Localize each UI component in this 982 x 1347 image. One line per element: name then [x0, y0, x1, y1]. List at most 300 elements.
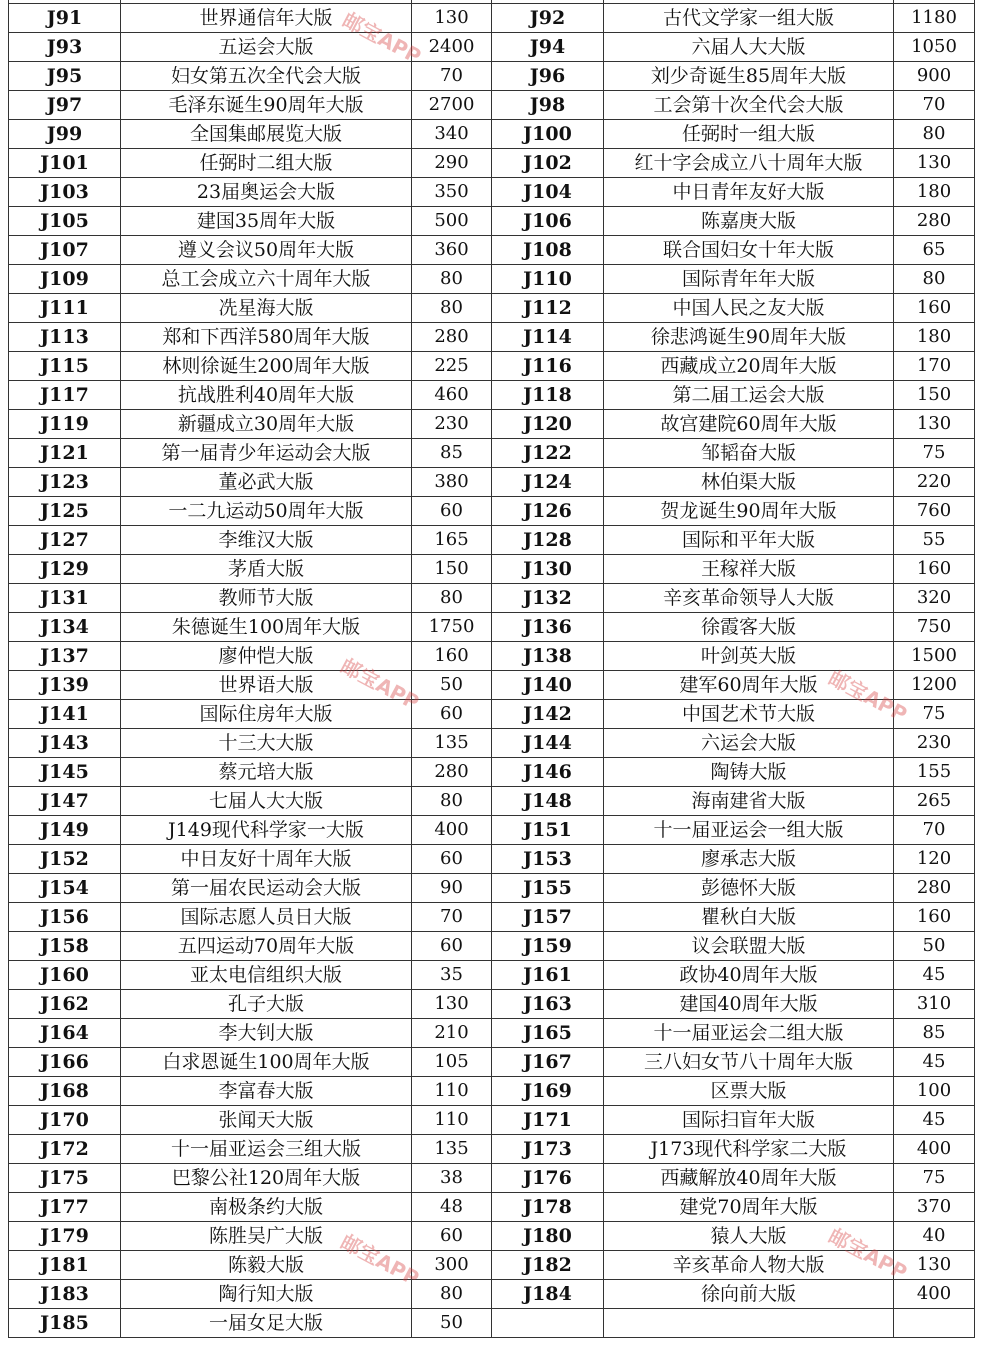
stamp-name-cell: 教师节大版 [121, 584, 412, 613]
table-row [9, 642, 975, 671]
stamp-code-cell: J140 [492, 671, 604, 700]
stamp-name-cell: 王稼祥大版 [604, 555, 894, 584]
stamp-code-cell: J107 [9, 236, 121, 265]
stamp-code-cell: J148 [492, 787, 604, 816]
price-cell: 60 [412, 1222, 492, 1251]
price-cell: 130 [894, 149, 975, 178]
stamp-code-cell: J172 [9, 1135, 121, 1164]
table-row [9, 845, 975, 874]
price-cell: 2400 [412, 33, 492, 62]
stamp-code-cell: J145 [9, 758, 121, 787]
stamp-code-cell: J118 [492, 381, 604, 410]
stamp-name-cell: 董必武大版 [121, 468, 412, 497]
price-cell: 60 [412, 932, 492, 961]
stamp-code-cell: J153 [492, 845, 604, 874]
stamp-name-cell: 红十字会成立八十周年大版 [604, 149, 894, 178]
price-cell: 750 [894, 613, 975, 642]
stamp-code-cell: J112 [492, 294, 604, 323]
price-cell: 1750 [412, 613, 492, 642]
stamp-code-cell: J101 [9, 149, 121, 178]
price-cell: 310 [894, 990, 975, 1019]
stamp-name-cell: 23届奥运会大版 [121, 178, 412, 207]
stamp-name-cell: 亚太电信组织大版 [121, 961, 412, 990]
stamp-code-cell: J127 [9, 526, 121, 555]
price-cell: 75 [894, 700, 975, 729]
stamp-code-cell: J128 [492, 526, 604, 555]
stamp-code-cell: J111 [9, 294, 121, 323]
stamp-name-cell: 巴黎公社120周年大版 [121, 1164, 412, 1193]
table-row [9, 1106, 975, 1135]
stamp-name-cell: 一二九运动50周年大版 [121, 497, 412, 526]
stamp-code-cell: J95 [9, 62, 121, 91]
stamp-name-cell: 西藏解放40周年大版 [604, 1164, 894, 1193]
table-row [9, 1193, 975, 1222]
stamp-name-cell: 徐霞客大版 [604, 613, 894, 642]
stamp-name-cell: 叶剑英大版 [604, 642, 894, 671]
table-row [9, 613, 975, 642]
stamp-name-cell: 张闻天大版 [121, 1106, 412, 1135]
stamp-name-cell: 五四运动70周年大版 [121, 932, 412, 961]
stamp-code-cell: J175 [9, 1164, 121, 1193]
table-row [9, 381, 975, 410]
table-row [9, 526, 975, 555]
price-cell: 150 [894, 381, 975, 410]
price-cell: 220 [894, 468, 975, 497]
table-row [9, 903, 975, 932]
stamp-name-cell: 十一届亚运会三组大版 [121, 1135, 412, 1164]
price-cell: 75 [894, 439, 975, 468]
table-row [9, 236, 975, 265]
stamp-name-cell: 中国人民之友大版 [604, 294, 894, 323]
stamp-name-cell: J149现代科学家一大版 [121, 816, 412, 845]
table-row [9, 323, 975, 352]
table-row [9, 1309, 975, 1338]
stamp-code-cell: J129 [9, 555, 121, 584]
stamp-name-cell: 第一届青少年运动会大版 [121, 439, 412, 468]
stamp-code-cell: J126 [492, 497, 604, 526]
price-cell: 230 [412, 410, 492, 439]
price-cell: 160 [894, 294, 975, 323]
price-cell: 400 [412, 816, 492, 845]
table-row [9, 294, 975, 323]
stamp-code-cell: J169 [492, 1077, 604, 1106]
price-cell: 160 [894, 555, 975, 584]
watermark: 邮宝APP [824, 665, 911, 727]
stamp-name-cell: 林伯渠大版 [604, 468, 894, 497]
stamp-code-cell: J138 [492, 642, 604, 671]
table-row [9, 352, 975, 381]
stamp-name-cell: 一届女足大版 [121, 1309, 412, 1338]
stamp-code-cell: J110 [492, 265, 604, 294]
price-cell: 45 [894, 1106, 975, 1135]
price-cell: 50 [412, 671, 492, 700]
table-row [9, 178, 975, 207]
table-row [9, 265, 975, 294]
price-cell: 80 [894, 265, 975, 294]
price-cell: 380 [412, 468, 492, 497]
stamp-name-cell: 建国40周年大版 [604, 990, 894, 1019]
stamp-name-cell: 瞿秋白大版 [604, 903, 894, 932]
stamp-code-cell: J163 [492, 990, 604, 1019]
stamp-name-cell: 六运会大版 [604, 729, 894, 758]
stamp-name-cell: 陈嘉庚大版 [604, 207, 894, 236]
stamp-name-cell: 全国集邮展览大版 [121, 120, 412, 149]
price-cell: 45 [894, 961, 975, 990]
stamp-code-cell: J120 [492, 410, 604, 439]
price-cell: 60 [412, 700, 492, 729]
stamp-name-cell: 陶铸大版 [604, 758, 894, 787]
table-row [9, 468, 975, 497]
stamp-name-cell: 朱德诞生100周年大版 [121, 613, 412, 642]
table-row [9, 1135, 975, 1164]
price-cell: 210 [412, 1019, 492, 1048]
table-row [9, 758, 975, 787]
price-cell: 900 [894, 62, 975, 91]
stamp-code-cell: J134 [9, 613, 121, 642]
stamp-code-cell: J158 [9, 932, 121, 961]
stamp-name-cell: 陈毅大版 [121, 1251, 412, 1280]
price-table [8, 0, 975, 1338]
price-cell: 80 [412, 1280, 492, 1309]
stamp-name-cell: 中国艺术节大版 [604, 700, 894, 729]
price-cell: 130 [412, 4, 492, 33]
table-row [9, 497, 975, 526]
stamp-name-cell: 政协40周年大版 [604, 961, 894, 990]
stamp-code-cell: J113 [9, 323, 121, 352]
stamp-name-cell: 第一届农民运动会大版 [121, 874, 412, 903]
price-cell: 350 [412, 178, 492, 207]
price-cell: 400 [894, 1280, 975, 1309]
stamp-code-cell: J177 [9, 1193, 121, 1222]
stamp-name-cell: 徐悲鸿诞生90周年大版 [604, 323, 894, 352]
stamp-code-cell: J92 [492, 4, 604, 33]
price-cell: 55 [894, 526, 975, 555]
price-cell: 280 [412, 323, 492, 352]
price-cell: 130 [412, 990, 492, 1019]
stamp-code-cell: J94 [492, 33, 604, 62]
stamp-name-cell: 李大钊大版 [121, 1019, 412, 1048]
price-cell: 760 [894, 497, 975, 526]
stamp-code-cell: J131 [9, 584, 121, 613]
stamp-code-cell: J171 [492, 1106, 604, 1135]
stamp-code-cell: J179 [9, 1222, 121, 1251]
stamp-code-cell: J149 [9, 816, 121, 845]
price-cell: 130 [894, 410, 975, 439]
stamp-name-cell: 故宫建院60周年大版 [604, 410, 894, 439]
price-cell: 80 [412, 265, 492, 294]
table-row [9, 874, 975, 903]
stamp-code-cell: J114 [492, 323, 604, 352]
stamp-code-cell: J152 [9, 845, 121, 874]
stamp-name-cell: 十一届亚运会一组大版 [604, 816, 894, 845]
table-row [9, 62, 975, 91]
stamp-name-cell: 南极条约大版 [121, 1193, 412, 1222]
table-row [9, 961, 975, 990]
stamp-code-cell: J102 [492, 149, 604, 178]
stamp-name-cell: 世界通信年大版 [121, 4, 412, 33]
price-cell: 35 [412, 961, 492, 990]
stamp-code-cell: J132 [492, 584, 604, 613]
stamp-name-cell: 邹韬奋大版 [604, 439, 894, 468]
stamp-code-cell: J97 [9, 91, 121, 120]
price-cell: 65 [894, 236, 975, 265]
stamp-name-cell: 十三大大版 [121, 729, 412, 758]
price-cell: 105 [412, 1048, 492, 1077]
price-cell: 225 [412, 352, 492, 381]
stamp-code-cell: J106 [492, 207, 604, 236]
stamp-code-cell: J108 [492, 236, 604, 265]
table-row [9, 1077, 975, 1106]
stamp-code-cell: J143 [9, 729, 121, 758]
table-row [9, 91, 975, 120]
table-row [9, 816, 975, 845]
price-cell: 1050 [894, 33, 975, 62]
price-cell: 80 [412, 294, 492, 323]
price-cell: 90 [412, 874, 492, 903]
price-cell: 110 [412, 1106, 492, 1135]
stamp-name-cell: 海南建省大版 [604, 787, 894, 816]
stamp-code-cell: J96 [492, 62, 604, 91]
stamp-code-cell: J176 [492, 1164, 604, 1193]
stamp-name-cell: 孔子大版 [121, 990, 412, 1019]
price-cell: 280 [894, 207, 975, 236]
stamp-name-cell: 廖仲恺大版 [121, 642, 412, 671]
stamp-code-cell: J125 [9, 497, 121, 526]
table-row [9, 1251, 975, 1280]
stamp-name-cell: 陈胜吴广大版 [121, 1222, 412, 1251]
stamp-code-cell: J130 [492, 555, 604, 584]
price-cell: 180 [894, 178, 975, 207]
stamp-name-cell: J173现代科学家二大版 [604, 1135, 894, 1164]
stamp-name-cell: 国际青年年大版 [604, 265, 894, 294]
stamp-code-cell: J98 [492, 91, 604, 120]
stamp-code-cell: J141 [9, 700, 121, 729]
stamp-code-cell: J157 [492, 903, 604, 932]
price-cell: 320 [894, 584, 975, 613]
stamp-name-cell: 辛亥革命领导人大版 [604, 584, 894, 613]
stamp-name-cell: 西藏成立20周年大版 [604, 352, 894, 381]
price-cell: 400 [894, 1135, 975, 1164]
stamp-code-cell: J159 [492, 932, 604, 961]
table-row [9, 33, 975, 62]
stamp-name-cell: 区票大版 [604, 1077, 894, 1106]
stamp-code-cell: J184 [492, 1280, 604, 1309]
stamp-code-cell: J182 [492, 1251, 604, 1280]
stamp-name-cell: 刘少奇诞生85周年大版 [604, 62, 894, 91]
price-cell: 40 [894, 1222, 975, 1251]
stamp-code-cell: J166 [9, 1048, 121, 1077]
price-cell: 1200 [894, 671, 975, 700]
table-row [9, 1019, 975, 1048]
price-cell: 80 [894, 120, 975, 149]
price-table-body [9, 0, 975, 1338]
price-cell: 1180 [894, 4, 975, 33]
stamp-name-cell: 冼星海大版 [121, 294, 412, 323]
table-row [9, 120, 975, 149]
stamp-name-cell: 国际扫盲年大版 [604, 1106, 894, 1135]
stamp-name-cell: 贺龙诞生90周年大版 [604, 497, 894, 526]
stamp-code-cell: J137 [9, 642, 121, 671]
stamp-name-cell: 蔡元培大版 [121, 758, 412, 787]
price-cell: 340 [412, 120, 492, 149]
price-cell: 70 [412, 903, 492, 932]
stamp-name-cell: 猿人大版 [604, 1222, 894, 1251]
table-row [9, 1280, 975, 1309]
price-cell: 370 [894, 1193, 975, 1222]
stamp-code-cell: J115 [9, 352, 121, 381]
price-cell: 80 [412, 584, 492, 613]
price-cell: 75 [894, 1164, 975, 1193]
stamp-name-cell: 陶行知大版 [121, 1280, 412, 1309]
stamp-name-cell: 任弼时二组大版 [121, 149, 412, 178]
stamp-name-cell: 十一届亚运会二组大版 [604, 1019, 894, 1048]
price-cell: 85 [412, 439, 492, 468]
stamp-code-cell: J170 [9, 1106, 121, 1135]
table-row [9, 207, 975, 236]
stamp-name-cell: 国际和平年大版 [604, 526, 894, 555]
price-cell: 100 [894, 1077, 975, 1106]
table-row [9, 990, 975, 1019]
stamp-code-cell: J165 [492, 1019, 604, 1048]
stamp-name-cell: 世界语大版 [121, 671, 412, 700]
price-cell: 165 [412, 526, 492, 555]
stamp-code-cell: J155 [492, 874, 604, 903]
price-cell: 120 [894, 845, 975, 874]
stamp-name-cell: 建党70周年大版 [604, 1193, 894, 1222]
stamp-code-cell: J136 [492, 613, 604, 642]
watermark: 邮宝APP [336, 653, 423, 715]
stamp-name-cell: 彭德怀大版 [604, 874, 894, 903]
stamp-name-cell: 廖承志大版 [604, 845, 894, 874]
stamp-code-cell: J183 [9, 1280, 121, 1309]
stamp-code-cell: J103 [9, 178, 121, 207]
stamp-name-cell: 李富春大版 [121, 1077, 412, 1106]
stamp-code-cell: J167 [492, 1048, 604, 1077]
price-cell: 2700 [412, 91, 492, 120]
watermark: 邮宝APP [338, 7, 425, 69]
stamp-name-cell: 抗战胜利40周年大版 [121, 381, 412, 410]
stamp-name-cell: 中日青年友好大版 [604, 178, 894, 207]
price-cell: 150 [412, 555, 492, 584]
table-row [9, 729, 975, 758]
stamp-code-cell: J162 [9, 990, 121, 1019]
stamp-name-cell: 五运会大版 [121, 33, 412, 62]
table-row [9, 1164, 975, 1193]
price-cell [894, 1309, 975, 1338]
stamp-name-cell: 林则徐诞生200周年大版 [121, 352, 412, 381]
stamp-code-cell: J181 [9, 1251, 121, 1280]
stamp-code-cell: J99 [9, 120, 121, 149]
price-cell: 80 [412, 787, 492, 816]
table-row [9, 1048, 975, 1077]
table-row [9, 4, 975, 33]
price-cell: 130 [894, 1251, 975, 1280]
stamp-code-cell: J124 [492, 468, 604, 497]
stamp-code-cell: J161 [492, 961, 604, 990]
stamp-name-cell: 七届人大大版 [121, 787, 412, 816]
stamp-code-cell: J178 [492, 1193, 604, 1222]
watermark: 邮宝APP [336, 1229, 423, 1291]
stamp-code-cell: J117 [9, 381, 121, 410]
stamp-code-cell: J91 [9, 4, 121, 33]
stamp-name-cell: 辛亥革命人物大版 [604, 1251, 894, 1280]
price-cell: 48 [412, 1193, 492, 1222]
stamp-name-cell: 任弼时一组大版 [604, 120, 894, 149]
stamp-code-cell: J164 [9, 1019, 121, 1048]
price-cell: 110 [412, 1077, 492, 1106]
stamp-name-cell: 总工会成立六十周年大版 [121, 265, 412, 294]
table-row [9, 149, 975, 178]
stamp-code-cell: J109 [9, 265, 121, 294]
stamp-code-cell: J180 [492, 1222, 604, 1251]
price-cell: 280 [894, 874, 975, 903]
price-cell: 70 [894, 816, 975, 845]
stamp-code-cell: J105 [9, 207, 121, 236]
stamp-name-cell: 建国35周年大版 [121, 207, 412, 236]
price-cell: 460 [412, 381, 492, 410]
stamp-code-cell: J121 [9, 439, 121, 468]
stamp-code-cell: J119 [9, 410, 121, 439]
stamp-code-cell [492, 1309, 604, 1338]
price-cell: 50 [412, 1309, 492, 1338]
table-row [9, 1222, 975, 1251]
stamp-code-cell: J123 [9, 468, 121, 497]
price-cell: 70 [894, 91, 975, 120]
stamp-code-cell: J156 [9, 903, 121, 932]
stamp-code-cell: J151 [492, 816, 604, 845]
stamp-code-cell: J104 [492, 178, 604, 207]
stamp-code-cell: J139 [9, 671, 121, 700]
stamp-code-cell: J142 [492, 700, 604, 729]
stamp-code-cell: J146 [492, 758, 604, 787]
price-cell: 160 [894, 903, 975, 932]
stamp-code-cell: J100 [492, 120, 604, 149]
price-cell: 1500 [894, 642, 975, 671]
price-cell: 50 [894, 932, 975, 961]
stamp-code-cell: J173 [492, 1135, 604, 1164]
stamp-name-cell: 茅盾大版 [121, 555, 412, 584]
stamp-name-cell: 三八妇女节八十周年大版 [604, 1048, 894, 1077]
table-row [9, 555, 975, 584]
stamp-name-cell: 郑和下西洋580周年大版 [121, 323, 412, 352]
price-cell: 135 [412, 729, 492, 758]
price-cell: 290 [412, 149, 492, 178]
price-cell: 280 [412, 758, 492, 787]
price-cell: 170 [894, 352, 975, 381]
stamp-code-cell: J160 [9, 961, 121, 990]
stamp-name-cell: 新疆成立30周年大版 [121, 410, 412, 439]
table-row [9, 700, 975, 729]
price-cell: 70 [412, 62, 492, 91]
price-cell: 265 [894, 787, 975, 816]
price-cell: 85 [894, 1019, 975, 1048]
stamp-name-cell: 白求恩诞生100周年大版 [121, 1048, 412, 1077]
stamp-name-cell: 中日友好十周年大版 [121, 845, 412, 874]
stamp-code-cell: J147 [9, 787, 121, 816]
stamp-code-cell: J168 [9, 1077, 121, 1106]
stamp-name-cell: 李维汉大版 [121, 526, 412, 555]
stamp-code-cell: J122 [492, 439, 604, 468]
stamp-name-cell: 工会第十次全代会大版 [604, 91, 894, 120]
stamp-name-cell: 徐向前大版 [604, 1280, 894, 1309]
price-cell: 160 [412, 642, 492, 671]
table-row [9, 671, 975, 700]
table-row [9, 439, 975, 468]
table-row [9, 410, 975, 439]
stamp-name-cell: 国际住房年大版 [121, 700, 412, 729]
price-cell: 300 [412, 1251, 492, 1280]
price-cell: 60 [412, 845, 492, 874]
